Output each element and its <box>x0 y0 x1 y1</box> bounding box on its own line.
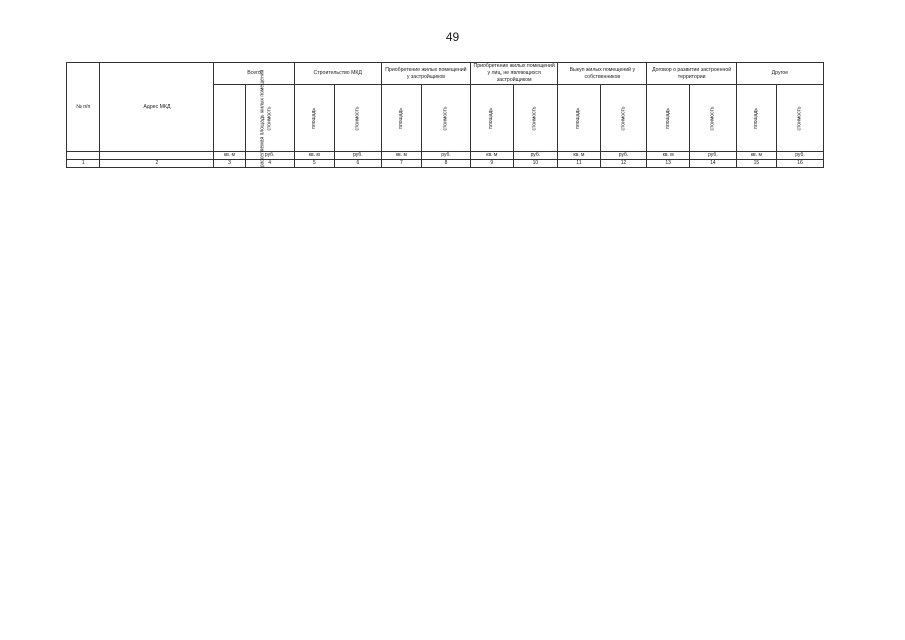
col-other-cost: стоимость <box>796 106 803 130</box>
unit-cell: кв. м <box>471 152 513 160</box>
col-total-cost: стоимость <box>266 106 273 130</box>
col-total-area: расселяемая площадь жилых помещений <box>259 69 266 167</box>
column-index-cell: 12 <box>600 160 647 168</box>
column-index-cell: 13 <box>647 160 689 168</box>
unit-cell: руб. <box>513 152 558 160</box>
unit-cell: руб. <box>421 152 470 160</box>
col-territory-cost: стоимость <box>709 106 716 130</box>
col-buyout-cost: стоимость <box>620 106 627 130</box>
column-index-cell: 6 <box>334 160 381 168</box>
unit-cell: кв. м <box>214 152 245 160</box>
group-other-header: Другое <box>736 63 823 85</box>
column-index-cell: 14 <box>689 160 736 168</box>
column-index-cell: 5 <box>294 160 334 168</box>
unit-cell: кв. м <box>736 152 776 160</box>
group-non-developer-purchase-header: Приобретение жилых помещений у лиц, не являющихся застройщиком <box>471 63 558 85</box>
col-non-developer-area: площадь <box>488 107 495 129</box>
unit-cell: руб. <box>689 152 736 160</box>
col-construction-area: площадь <box>310 107 317 129</box>
col-territory-area: площадь <box>664 107 671 129</box>
unit-cell: кв. м <box>647 152 689 160</box>
unit-cell: кв. м <box>381 152 421 160</box>
unit-cell: руб. <box>600 152 647 160</box>
col-number-header: № п/п <box>67 63 100 152</box>
col-other-area: площадь <box>752 107 759 129</box>
column-index-cell: 16 <box>776 160 823 168</box>
unit-cell: руб. <box>245 152 294 160</box>
unit-cell: кв. м <box>558 152 600 160</box>
group-total-header: Всего <box>214 63 294 85</box>
column-index-cell: 9 <box>471 160 513 168</box>
col-non-developer-cost: стоимость <box>531 106 538 130</box>
column-index-cell: 1 <box>67 160 100 168</box>
column-index-cell: 15 <box>736 160 776 168</box>
page-number: 49 <box>445 30 460 44</box>
column-index-cell: 3 <box>214 160 245 168</box>
col-buyout-area: площадь <box>575 107 582 129</box>
resettlement-table <box>66 62 824 168</box>
column-index-cell: 10 <box>513 160 558 168</box>
group-territory-development-header: Договор о развитии застроенной территории <box>647 63 736 85</box>
col-address-header: Адрес МКД <box>100 63 214 152</box>
units-row <box>67 152 824 160</box>
group-construction-header: Строительство МКД <box>294 63 381 85</box>
column-index-cell: 7 <box>381 160 421 168</box>
column-index-row <box>67 160 824 168</box>
column-index-cell: 4 <box>245 160 294 168</box>
column-index-cell: 8 <box>421 160 470 168</box>
unit-cell: руб. <box>776 152 823 160</box>
group-owner-buyout-header: Выкуп жилых помещений у собственников <box>558 63 647 85</box>
col-developer-area: площадь <box>397 107 404 129</box>
column-index-cell: 11 <box>558 160 600 168</box>
col-developer-cost: стоимость <box>442 106 449 130</box>
register-table-sheet <box>66 62 824 630</box>
col-construction-cost: стоимость <box>354 106 361 130</box>
unit-cell: руб. <box>334 152 381 160</box>
group-developer-purchase-header: Приобретение жилых помещений у застройщиков <box>381 63 470 85</box>
unit-cell: кв. м <box>294 152 334 160</box>
column-index-cell: 2 <box>100 160 214 168</box>
